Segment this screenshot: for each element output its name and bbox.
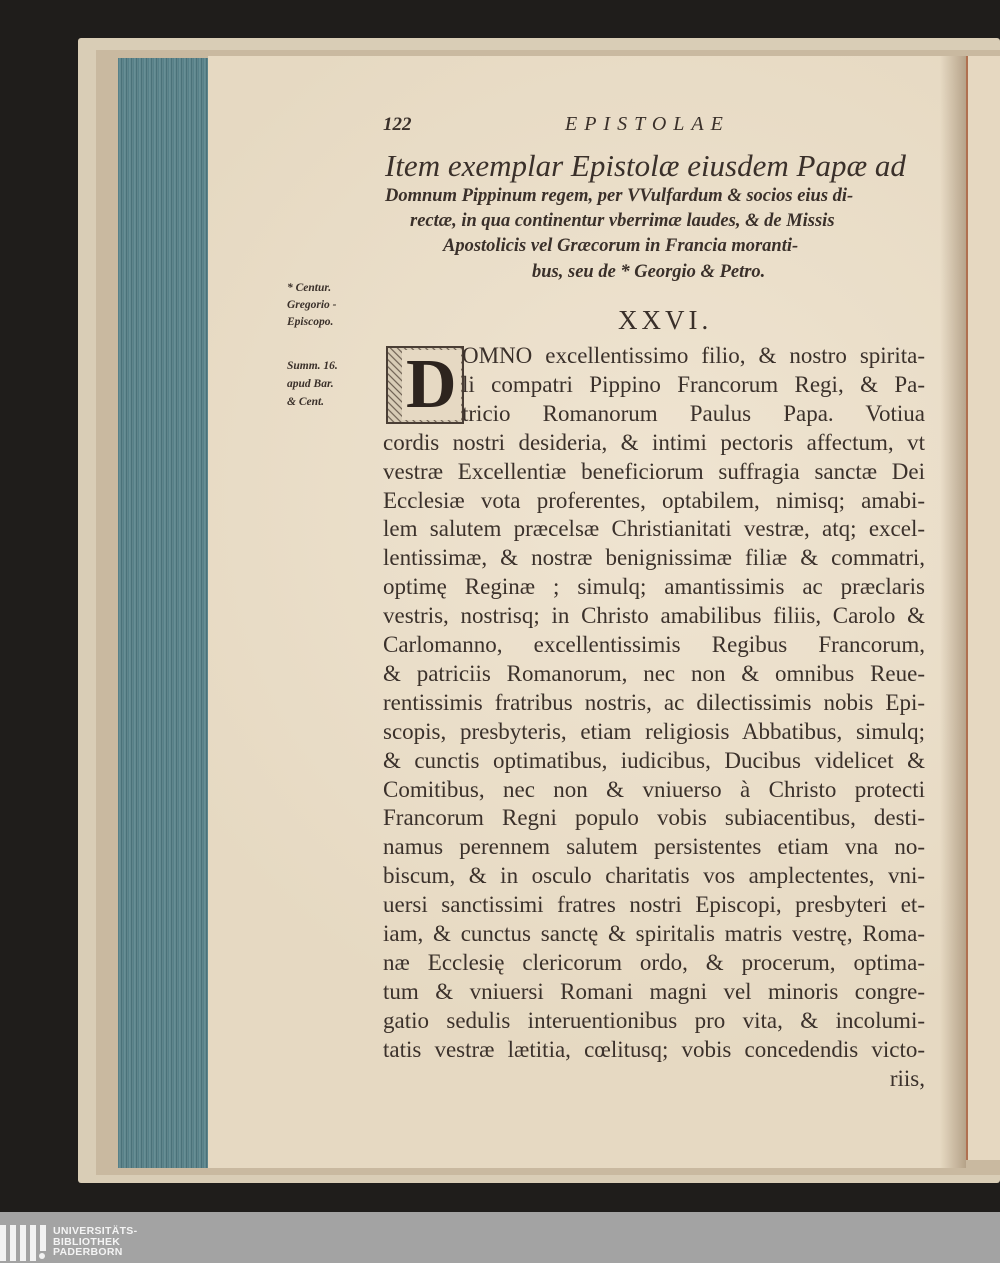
facing-page xyxy=(966,56,1000,1160)
margin-note: Summ. 16. xyxy=(287,360,338,372)
logo-line: UNIVERSITÄTS- xyxy=(53,1225,138,1237)
body-line: optimę Reginæ ; simulq; amantissimis ac præclaris xyxy=(383,574,925,600)
drop-cap-letter: D xyxy=(402,350,461,420)
body-line: li compatri Pippino Francorum Regi, & Pa- xyxy=(462,371,925,397)
page-number: 122 xyxy=(383,114,412,135)
body-line: biscum, & in osculo charitatis vos amplectentes, vni- xyxy=(383,863,925,889)
body-line: & cunctis optimatibus, iudicibus, Ducibus videlicet & xyxy=(383,747,925,773)
body-line: lentissimæ, & nostræ benignissimæ filiæ & commatri, xyxy=(383,545,925,571)
page-edges xyxy=(118,58,210,1168)
margin-note: apud Bar. xyxy=(287,378,334,390)
body-line: lem salutem præcelsæ Christianitati vestræ, atq; excel- xyxy=(383,516,925,542)
logo-line: BIBLIOTHEK xyxy=(53,1235,121,1248)
body-line: & patriciis Romanorum, nec non & omnibus Reue- xyxy=(383,660,925,686)
logo-line: PADERBORN xyxy=(53,1246,123,1258)
body-line: vestræ Excellentiæ beneficiorum suffragia sanctæ Dei xyxy=(383,458,925,484)
body-line: gatio sedulis interuentionibus pro vita, & incolumi- xyxy=(383,1007,925,1033)
gutter-shadow xyxy=(940,56,966,1168)
body-line: uersi sanctissimi fratres nostri Episcopi, presbyteri et- xyxy=(383,892,925,918)
body-line: næ Ecclesię clericorum ordo, & procerum, optima- xyxy=(383,949,925,975)
running-title: EPISTOLAE xyxy=(565,113,730,135)
body-line: tricio Romanorum Paulus Papa. Votiua xyxy=(462,400,925,426)
body-line: namus perennem salutem persistentes etiam vna no- xyxy=(383,834,925,860)
margin-note: & Cent. xyxy=(287,396,325,408)
drop-cap-ornament xyxy=(386,346,464,424)
title-line: Item exemplar Epistolæ eiusdem Papæ ad xyxy=(385,148,906,183)
margin-note: Episcopo. xyxy=(287,316,334,328)
body-line: Carlomanno, excellentissimis Regibus Francorum, xyxy=(383,632,925,657)
body-line: cordis nostri desideria, & intimi pectoris affectum, vt xyxy=(383,429,925,455)
footer-bar xyxy=(0,1212,1000,1263)
body-line: scopis, presbyteris, etiam religiosis Abbatibus, simulq; xyxy=(383,718,925,744)
body-line: Ecclesiæ vota proferentes, optabilem, nimisq; amabi- xyxy=(383,487,925,513)
body-line: Comitibus, nec non & vniuerso à Christo protecti xyxy=(383,776,925,802)
body-line: tum & vniuersi Romani magni vel minoris congre- xyxy=(383,978,925,1004)
body-line: rentissimis fratribus nostris, ac dilectissimis nobis Epi- xyxy=(383,689,925,715)
title-line: Domnum Pippinum regem, per VVulfardum & socios eius di- xyxy=(385,186,854,206)
logo-dot xyxy=(39,1253,45,1259)
chapter-number: XXVI. xyxy=(618,305,713,335)
title-line: bus, seu de * Georgio & Petro. xyxy=(532,262,766,282)
margin-note: * Centur. xyxy=(287,282,332,294)
body-line: vestris, nostrisq; in Christo amabilibus filiis, Carolo & xyxy=(383,603,925,629)
margin-note: Gregorio - xyxy=(287,299,337,311)
body-line: tatis vestræ lætitia, cœlitusq; vobis concedendis victo- xyxy=(383,1036,925,1062)
title-line: Apostolicis vel Græcorum in Francia moranti- xyxy=(443,236,799,256)
body-line: riis, xyxy=(889,1065,925,1091)
library-logo-text xyxy=(53,1226,137,1258)
body-line: OMNO excellentissimo filio, & nostro spirita- xyxy=(462,343,925,368)
body-line: Francorum Regni populo vobis subiacentibus, desti- xyxy=(383,805,925,831)
title-line: rectæ, in qua continentur vberrimæ laudes, & de Missis xyxy=(410,211,835,231)
body-line: iam, & cunctus sanctę & spiritalis matris vestrę, Roma- xyxy=(383,921,925,946)
